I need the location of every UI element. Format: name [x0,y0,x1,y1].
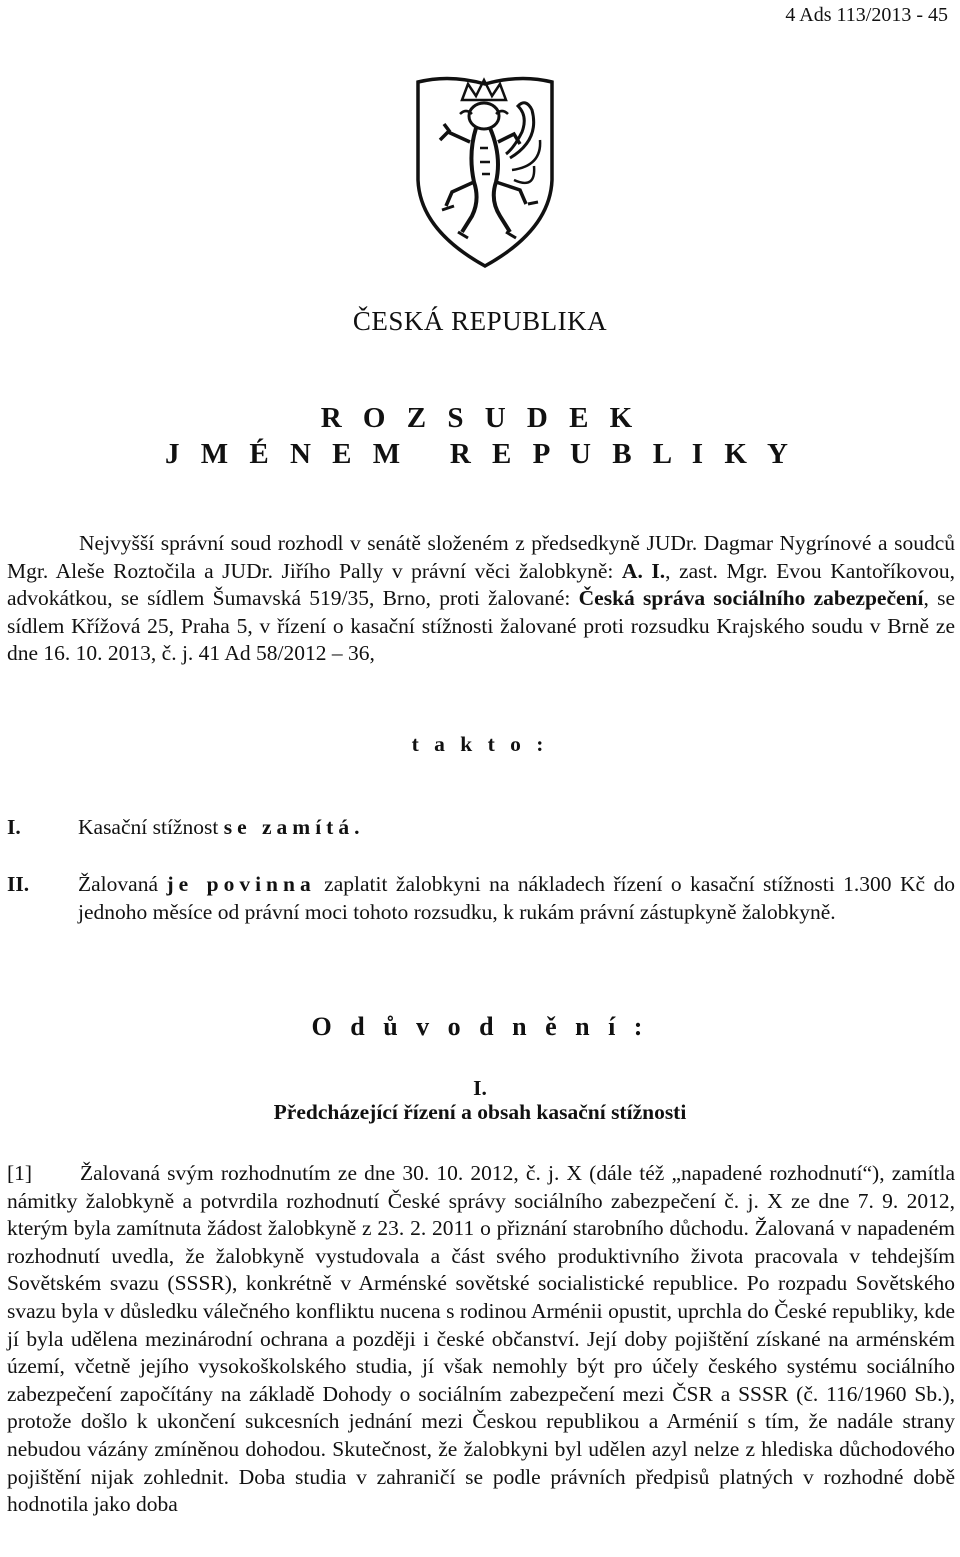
section-title: Předcházející řízení a obsah kasační stížnosti [273,1100,687,1124]
coat-of-arms-icon [410,70,560,270]
takto-heading: t a k t o : [411,732,549,756]
plaintiff-name: A. I. [621,558,666,583]
ruling-emphasis: se zamítá. [223,815,365,839]
section-number: I. [473,1076,487,1100]
verdict-title-line1: R O Z S U D E K [320,402,640,434]
ruling-number: II. [7,872,30,896]
verdict-title [0,400,960,472]
reasoning-heading: O d ů v o d n ě n í : [311,1012,649,1041]
ruling-text: Kasační stížnost [78,815,224,839]
ruling-number: I. [7,815,21,839]
ruling-text-after: zaplatit žalobkyni na nákladech řízení o kasační stížnosti 1.300 Kč do jednoho měsíce od právní moci tohoto rozsudku, k rukám právní zástupkyně žalobkyně. [78,872,955,924]
defendant-name: Česká správa sociálního zabezpečení [578,586,924,611]
paragraph-text: Žalovaná svým rozhodnutím ze dne 30. 10. 2012, č. j. X (dále též „napadené rozhodnutí“), zamítla námitky žalobkyně a potvrdila rozhodnutí České správy sociálního zabezpečení č. j. X ze dne 7. 9. 2012, kterým byla zamítnuta žádost žalobkyně z 23. 2. 2011 o přiznání starobního důchodu. Žalovaná v napadeném rozhodnutí uvedla, že žalobkyně vystudovala a část svého produktivního života pracovala v tehdejším Sovětském svazu (SSSR), konkrétně v Arménské sovětské socialistické republice. Po rozpadu Sovětského svazu byla v důsledku válečného konfliktu nucena s rodinou Arménii opustit, uprchla do České republiky, kde jí byla udělena mezinárodní ochrana a později i české občanství. Její doby pojištění získané na arménském území, včetně jejího vysokoškolského studia, jí však nemohly být pro účely českého systému sociálního zabezpečení započítány na základě Dohody o sociálním zabezpečení mezi ČSR a SSSR (č. 116/1960 Sb.), protože došlo k ukončení sukcesních jednání mezi Českou republikou a Arménií s tím, že nadále strany nebudou vázány zmíněnou dohodou. Skutečnost, že žalobkyni byl udělen azyl nelze z hlediska důchodového pojištění nijak zohlednit. Doba studia v zahraničí se podle právních předpisů platných v rozhodné době hodnotila jako doba [7,1161,955,1517]
intro-text-2: , zast. Mgr. Evou Kantoříkovou, advokátkou, se sídlem Šumavská 519/35, Brno, proti žalované: [7,558,955,611]
intro-text-3: , se sídlem Křížová 25, Praha 5, v řízení o kasační stížnosti žalované proti rozsudku Krajského soudu v Brně ze dne 16. 10. 2013, č. j. 41 Ad 58/2012 – 36, [7,586,955,666]
paragraph-1 [7,1160,955,1519]
paragraph-number: [1] [7,1161,33,1185]
ruling-text: Žalovaná [78,872,167,896]
ruling-emphasis: je povinna [166,872,316,896]
verdict-title-line2: J M É N E M R E P U B L I K Y [164,438,795,470]
file-reference: 4 Ads 113/2013 - 45 [785,4,948,26]
intro-paragraph [7,530,955,668]
intro-text-1: Nejvyšší správní soud rozhodl v senátě složeném z předsedkyně JUDr. Dagmar Nygrínové a soudců Mgr. Aleše Roztočila a JUDr. Jiřího Pally v právní věci žalobkyně: [7,531,955,583]
country-name: ČESKÁ REPUBLIKA [352,306,608,336]
